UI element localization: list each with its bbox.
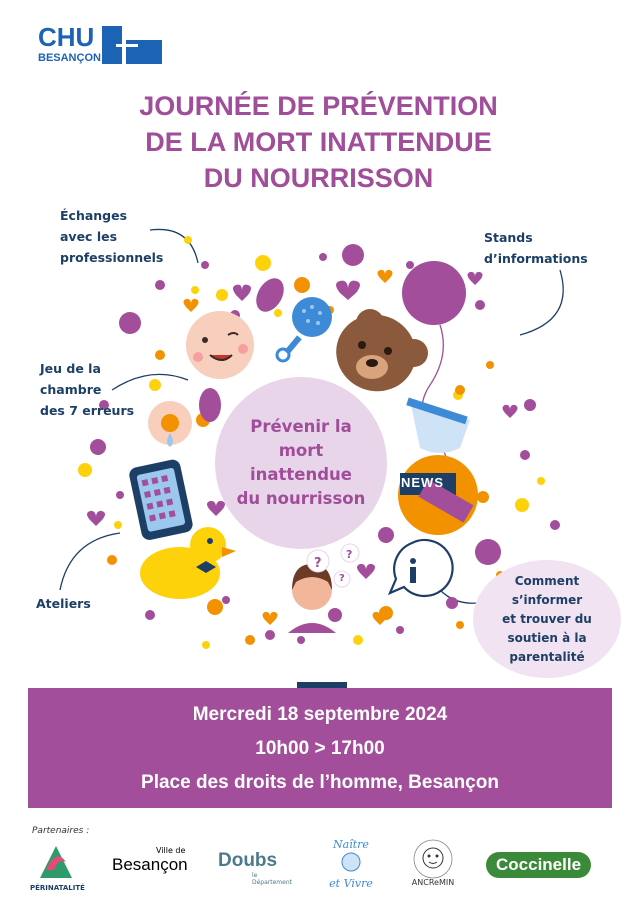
baby-icon [337, 851, 365, 873]
event-band [28, 688, 612, 808]
doubs-logo: Doubs le Département [218, 850, 292, 886]
label-stands: Stands d’informations [484, 230, 588, 266]
question-mark-icon: ? [339, 573, 345, 584]
label-jeu: Jeu de la chambre des 7 erreurs [40, 361, 135, 418]
title-line-1: JOURNÉE DE PRÉVENTION [139, 91, 498, 121]
event-time: 10h00 > 17h00 [255, 738, 385, 759]
question-mark-icon: ? [314, 556, 322, 571]
news-label: NEWS [401, 475, 444, 490]
event-place: Place des droits de l’homme, Besançon [141, 772, 499, 793]
naitre-et-vivre-logo: Naître et Vivre [329, 838, 373, 890]
partners-label: Partenaires : [32, 826, 90, 836]
label-ateliers: Ateliers [36, 596, 91, 611]
question-mark-icon: ? [346, 548, 353, 561]
chu-logo-icon [102, 26, 162, 64]
chu-logo-text: CHU [38, 22, 95, 52]
coccinelle-logo: Coccinelle [486, 852, 618, 878]
page-title [0, 88, 637, 196]
ville-besancon-logo: Ville de Besançon [112, 846, 188, 874]
chu-logo-city: BESANÇON [38, 52, 101, 64]
title-line-3: DU NOURRISSON [203, 163, 434, 193]
info-bubble: Comment s’informer et trouver du soutien à la parentalité [473, 560, 621, 678]
perinatalite-logo: PÉRINATALITÉ [30, 840, 80, 892]
ancremin-icon [408, 838, 458, 880]
ancremin-logo: ANCReMIN [402, 838, 464, 887]
perinatalite-icon [32, 840, 78, 880]
title-line-2: DE LA MORT INATTENDUE [145, 127, 492, 157]
center-message: Prévenir la mort inattendue du nourrisson [215, 377, 387, 549]
event-date: Mercredi 18 septembre 2024 [192, 704, 448, 725]
label-echanges: Échanges avec les professionnels [60, 208, 164, 265]
